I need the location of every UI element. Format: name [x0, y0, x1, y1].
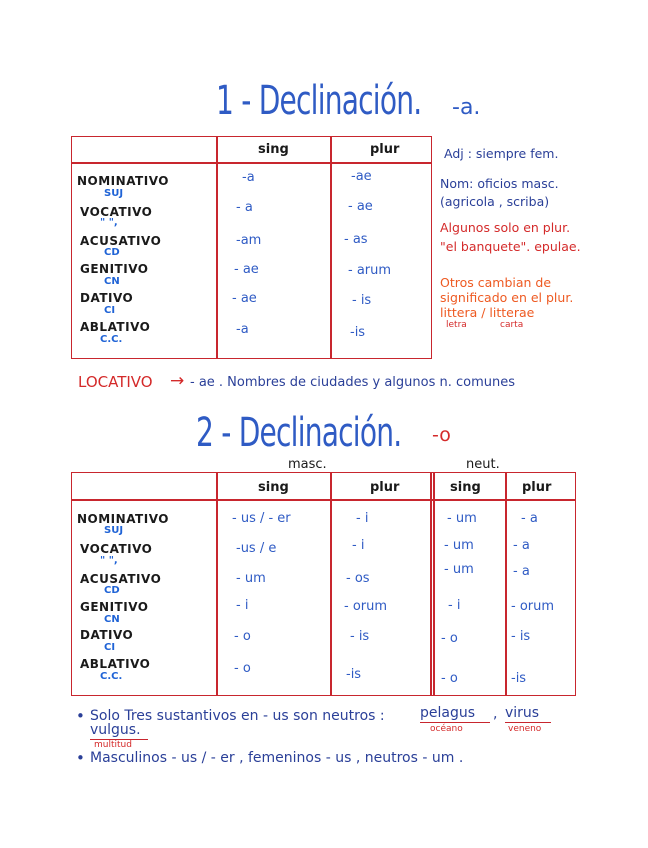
case-function: C.C. [100, 334, 123, 345]
header-neuter-sing: sing [450, 480, 481, 495]
note-nominative: Nom: oficios masc. [440, 176, 559, 191]
case-label: GENITIVO [80, 600, 149, 614]
bullet-gender-endings: Masculinos - us / - er , femeninos - us , neutros - um . [90, 750, 464, 766]
case-function: CN [104, 614, 120, 625]
translation-multitud: multitud [94, 740, 132, 750]
ending-sing: -a [242, 170, 255, 185]
ending-sing: - a [236, 200, 253, 215]
case-function: SUJ [104, 188, 124, 199]
ending-plur: -is [350, 325, 366, 340]
comma-separator: , [493, 706, 498, 722]
ending-neuter-sing: - um [447, 511, 477, 526]
ending-sing: - o [234, 661, 251, 676]
ending-plur: - ae [348, 199, 373, 214]
note-meaning-change: significado en el plur. [440, 290, 574, 305]
note-plural-example: "el banquete". epulae. [440, 239, 581, 254]
ending-sing: - um [236, 571, 266, 586]
ending-plur: - i [352, 538, 365, 553]
ending-neuter-sing: - um [444, 538, 474, 553]
ending-sing: - o [234, 629, 251, 644]
ending-sing: - i [236, 598, 249, 613]
declension-2-suffix: -o [432, 424, 451, 446]
declension-1-suffix: -a. [452, 95, 481, 120]
declension-2-title: 2 - Declinación. [196, 410, 402, 456]
ending-plur: - as [344, 232, 368, 247]
translation-oceano: océano [430, 724, 463, 734]
bullet-marker: • [76, 749, 85, 767]
note-translation-carta: carta [500, 320, 524, 330]
group-neuter: neut. [466, 457, 500, 472]
case-function: CN [104, 276, 120, 287]
case-label: VOCATIVO [80, 205, 153, 219]
case-label: GENITIVO [80, 262, 149, 276]
ending-neuter-plur: -is [511, 671, 527, 686]
locativo-text: - ae . Nombres de ciudades y algunos n. comunes [190, 375, 516, 390]
case-label: ACUSATIVO [80, 234, 162, 248]
ending-sing: -am [236, 233, 262, 248]
ending-sing: - ae [234, 262, 259, 277]
case-function: SUJ [104, 525, 124, 536]
ending-sing: -us / e [236, 541, 277, 556]
table-column-rule [216, 472, 218, 696]
case-label: ABLATIVO [80, 320, 151, 334]
ending-neuter-sing: - um [444, 562, 474, 577]
bullet-marker: • [76, 707, 85, 725]
case-label: VOCATIVO [80, 542, 153, 556]
case-function: CI [104, 305, 116, 316]
translation-veneno: veneno [508, 724, 542, 734]
case-label: DATIVO [80, 628, 134, 642]
word-virus: virus [505, 705, 540, 721]
header-neuter-plur: plur [522, 480, 552, 495]
table-column-rule [330, 136, 332, 359]
group-masculine: masc. [288, 457, 327, 472]
ending-neuter-sing: - o [441, 631, 458, 646]
note-plural-only: Algunos solo en plur. [440, 220, 571, 235]
ending-plur: -is [346, 667, 362, 682]
ending-neuter-plur: - a [513, 538, 530, 553]
note-translation-letra: letra [446, 320, 467, 330]
table-column-rule [433, 472, 435, 696]
table-column-rule [505, 472, 507, 696]
table-header-rule [71, 499, 576, 501]
table-header-rule [71, 162, 432, 164]
ending-neuter-plur: - is [511, 629, 531, 644]
declension-1-title: 1 - Declinación. [216, 78, 422, 124]
ending-plur: -ae [351, 169, 372, 184]
note-littera-example: littera / litterae [440, 305, 535, 320]
ending-plur: - arum [348, 263, 392, 278]
case-label: ABLATIVO [80, 657, 151, 671]
arrow-right-icon: → [170, 371, 185, 391]
ending-neuter-sing: - i [448, 598, 461, 613]
case-label: DATIVO [80, 291, 134, 305]
ending-plur: - os [346, 571, 370, 586]
ending-plur: - is [352, 293, 372, 308]
case-function: C.C. [100, 671, 123, 682]
ending-sing: - ae [232, 291, 257, 306]
case-function: CD [104, 585, 120, 596]
ending-sing: - us / - er [232, 511, 291, 526]
ending-plur: - i [356, 511, 369, 526]
case-function: CI [104, 642, 116, 653]
case-function: " ", [100, 217, 118, 228]
table-column-rule [430, 472, 432, 696]
header-plur: plur [370, 480, 400, 495]
case-function: " ", [100, 555, 118, 566]
locativo-label: LOCATIVO [78, 373, 153, 391]
table-column-rule [330, 472, 332, 696]
ending-sing: -a [236, 322, 249, 337]
case-label: NOMINATIVO [77, 174, 169, 188]
note-adjective: Adj : siempre fem. [444, 146, 559, 161]
header-plur: plur [370, 142, 400, 157]
table-column-rule [216, 136, 218, 359]
word-vulgus: vulgus. [90, 722, 141, 738]
note-nominative-examples: (agricola , scriba) [440, 194, 550, 209]
ending-neuter-plur: - a [521, 511, 538, 526]
ending-neuter-plur: - orum [511, 599, 555, 614]
ending-neuter-sing: - o [441, 671, 458, 686]
ending-plur: - orum [344, 599, 388, 614]
word-pelagus: pelagus [420, 705, 476, 721]
case-function: CD [104, 247, 120, 258]
ending-neuter-plur: - a [513, 564, 530, 579]
header-sing: sing [258, 142, 289, 157]
header-sing: sing [258, 480, 289, 495]
case-label: ACUSATIVO [80, 572, 162, 586]
ending-plur: - is [350, 629, 370, 644]
case-label: NOMINATIVO [77, 512, 169, 526]
note-meaning-change: Otros cambian de [440, 275, 552, 290]
bullet-neuter-nouns: Solo Tres sustantivos en - us son neutros : [90, 708, 385, 724]
